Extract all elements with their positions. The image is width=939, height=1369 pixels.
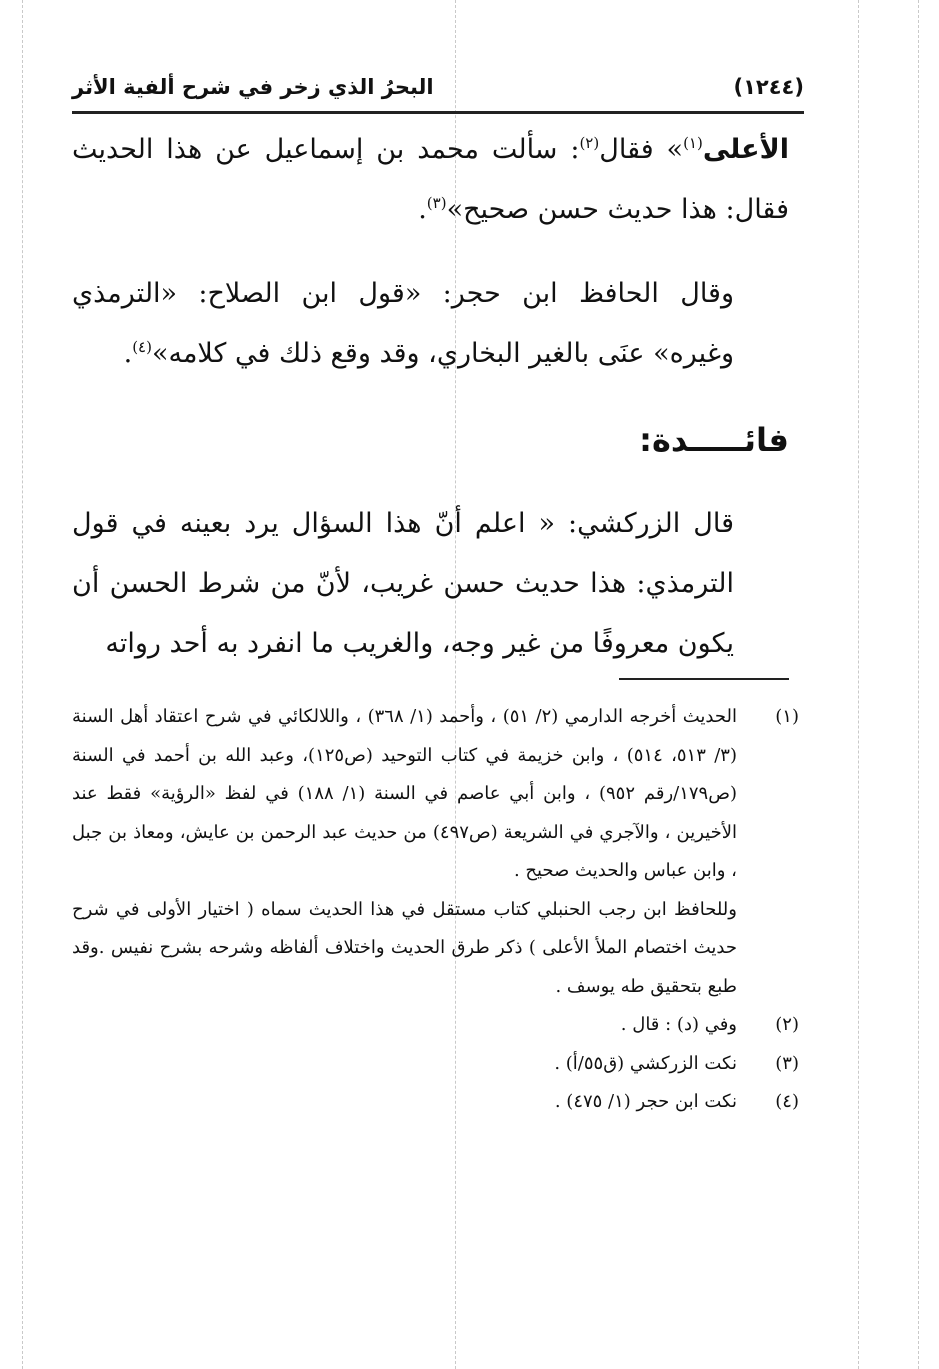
paragraph-1-text-a: » فقال [599,134,684,165]
footnote-text: الحديث أخرجه الدارمي (٢/ ٥١) ، وأحمد (١/ ٣٦٨) ، واللالكائي في شرح اعتقاد أهل السنة (٣/ ٥١٣، ٥١٤) ، وابن خزيمة في كتاب التوحيد (ص١٢٥)، وعبد الله بن أحمد في السنة (ص١٧٩/رقم ٩٥٢) ، وابن أبي عاصم في السنة (١/ ١٨٨) في لفظ «الرؤية» فقط عند الأخيرين ، والآجري في الشريعة (ص٤٩٧) من حديث عبد الرحمن بن عايش، ومعاذ بن جبل ، وابن عباس والحديث صحيح . [72,706,738,881]
scan-guide-line [858,0,859,1369]
footnote-number: (٤) [775,1091,799,1112]
footnote-text: نكت ابن حجر (١/ ٤٧٥) . [554,1091,737,1112]
footnote-separator [619,678,789,680]
footnote-number: (٢) [775,1014,799,1035]
scan-guide-line [918,0,919,1369]
header-rule [72,111,804,114]
footnote-1 [72,698,799,1006]
paragraph-1 [72,120,789,240]
footnote-body [72,698,737,1006]
footnote-ref-3[interactable]: (٣) [426,194,447,212]
footnote-4 [72,1083,799,1122]
paragraph-2-text-b: . [123,338,133,369]
paragraph-3: قال الزركشي: « اعلم أنّ هذا السؤال يرد بعينه في قول الترمذي: هذا حديث حسن غريب، لأنّ من شرط الحسن أن يكون معروفًا من غير وجه، والغريب ما انفرد به أحد رواته [72,508,734,659]
footnote-2 [72,1006,799,1045]
paragraph-gap [72,240,789,264]
running-header [72,70,804,104]
footnote-3 [72,1045,799,1084]
section-heading: فائـــــدة: [639,421,789,459]
footnote-text-continued: وللحافظ ابن رجب الحنبلي كتاب مستقل في هذا الحديث سماه ( اختيار الأولى في شرح حديث اختصام الملأ الأعلى ) ذكر طرق الحديث واختلاف ألفاظه وشرحه بشرح نفيس .وقد طبع بتحقيق طه يوسف . [72,898,737,997]
paragraph-1-text-b: : سألت محمد بن إسماعيل عن هذا الحديث فقال: هذا حديث حسن صحيح» [72,134,789,225]
footnotes [72,698,799,1122]
footnote-number: (١) [775,706,799,727]
footnote-text: نكت الزركشي (ق٥٥/أ) . [554,1052,737,1074]
footnote-text: وفي (د) : قال . [620,1014,737,1035]
book-title: البحرُ الذي زخر في شرح ألفية الأثر [72,75,434,99]
footnote-ref-1[interactable]: (١) [683,134,703,152]
footnote-number: (٣) [775,1052,799,1074]
footnote-ref-4[interactable]: (٤) [132,338,152,356]
main-text [72,120,789,674]
paragraph-1-text-c: . [418,194,427,225]
page-number: (١٢٤٤) [733,75,804,99]
footnote-ref-2[interactable]: (٢) [579,134,600,152]
scan-guide-line [22,0,23,1369]
paragraph-2 [72,264,789,384]
keyword-al-ala: الأعلى [702,134,789,165]
paragraph-2-text-a: وقال الحافظ ابن حجر: «قول ابن الصلاح: «الترمذي وغيره» عنَى بالغير البخاري، وقد وقع ذلك في كلامه» [72,278,734,369]
